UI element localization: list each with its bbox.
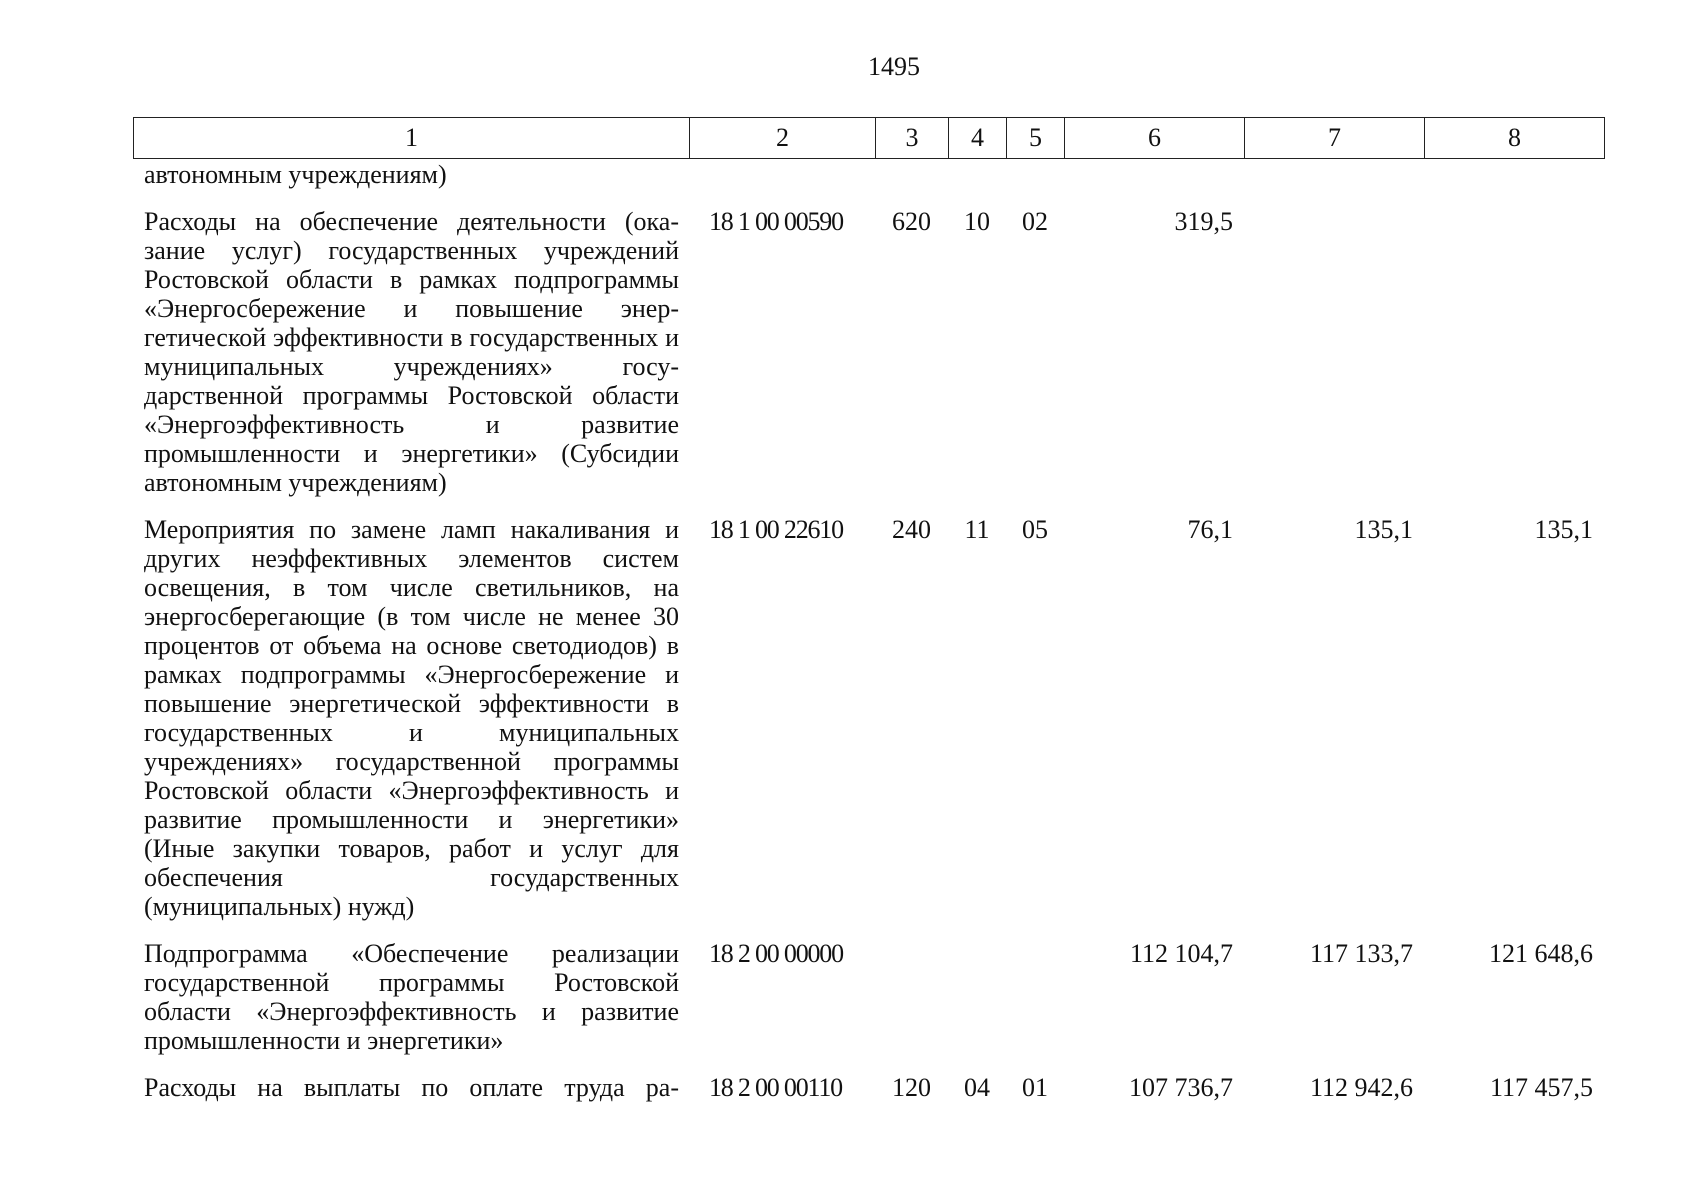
column-header-4: 4	[949, 118, 1007, 159]
table-row	[133, 189, 1604, 497]
row-value-7: 117 133,7	[1309, 939, 1413, 968]
column-header-3: 3	[876, 118, 949, 159]
budget-table	[133, 160, 1604, 1102]
row-value-7	[1244, 189, 1424, 497]
column-header-1: 1	[134, 118, 690, 159]
row-code: 18 1 00 00590	[709, 207, 843, 236]
column-header-5: 5	[1007, 118, 1065, 159]
row-expense-type	[875, 921, 948, 1055]
row-code: 18 2 00 00000	[709, 939, 843, 968]
row-section: 10	[964, 207, 990, 236]
column-header-6: 6	[1065, 118, 1245, 159]
row-value-6: 319,5	[1174, 207, 1233, 236]
page-number: 1495	[868, 52, 920, 81]
row-description: Расходы на выплаты по оплате труда ра-	[144, 1073, 679, 1102]
row-expense-type: 240	[892, 515, 931, 544]
row-section: 11	[964, 515, 990, 544]
row-code: 18 2 00 00110	[709, 1073, 842, 1102]
row-description: Расходы на обеспечение деятельности (оказание услуг) государственных учреждений Ростовской области в рамках подпрограммы «Энергосбережение и повышение энергетической эффективности в государственных и муниципальных учреждениях» государственной программы Ростовской области «Энергоэффективность и развитие промышленности и энергетики» (Субсидии автономным учреждениям)	[144, 207, 679, 497]
row-value-7: 135,1	[1354, 515, 1413, 544]
continuation-row	[133, 160, 1604, 189]
row-subsection: 05	[1022, 515, 1048, 544]
table-header	[133, 117, 1605, 159]
row-value-7: 112 942,6	[1309, 1073, 1413, 1102]
row-value-8: 117 457,5	[1489, 1073, 1593, 1102]
table-row	[133, 1055, 1604, 1102]
continuation-text: автономным учреждениям)	[144, 160, 447, 189]
row-subsection: 01	[1022, 1073, 1048, 1102]
row-expense-type: 120	[892, 1073, 931, 1102]
row-value-8: 135,1	[1534, 515, 1593, 544]
table-row	[133, 921, 1604, 1055]
column-header-8: 8	[1425, 118, 1605, 159]
row-value-6: 76,1	[1187, 515, 1233, 544]
row-subsection: 02	[1022, 207, 1048, 236]
column-header-7: 7	[1245, 118, 1425, 159]
column-header-2: 2	[690, 118, 876, 159]
row-code: 18 1 00 22610	[709, 515, 843, 544]
row-value-6: 112 104,7	[1129, 939, 1233, 968]
row-section	[948, 921, 1006, 1055]
row-subsection	[1006, 921, 1064, 1055]
table-row	[133, 497, 1604, 921]
row-value-8	[1424, 189, 1604, 497]
row-section: 04	[964, 1073, 990, 1102]
row-description: Мероприятия по замене ламп накаливания и других неэффективных элементов систем освещения, в том числе светильников, на энергосберегающие (в том числе не менее 30 процентов от объема на основе светодиодов) в рамках подпрограммы «Энергосбережение и повышение энергетической эффективности в государственных и муниципальных учреждениях» государственной программы Ростовской области «Энергоэффективность и развитие промышленности и энергетики» (Иные закупки товаров, работ и услуг для обеспечения государственных (муниципальных) нужд)	[144, 515, 679, 921]
row-value-8: 121 648,6	[1489, 939, 1593, 968]
row-description: Подпрограмма «Обеспечение реализации государственной программы Ростовской области «Энергоэффективность и развитие промышленности и энергетики»	[144, 939, 679, 1055]
row-expense-type: 620	[892, 207, 931, 236]
row-value-6: 107 736,7	[1129, 1073, 1233, 1102]
